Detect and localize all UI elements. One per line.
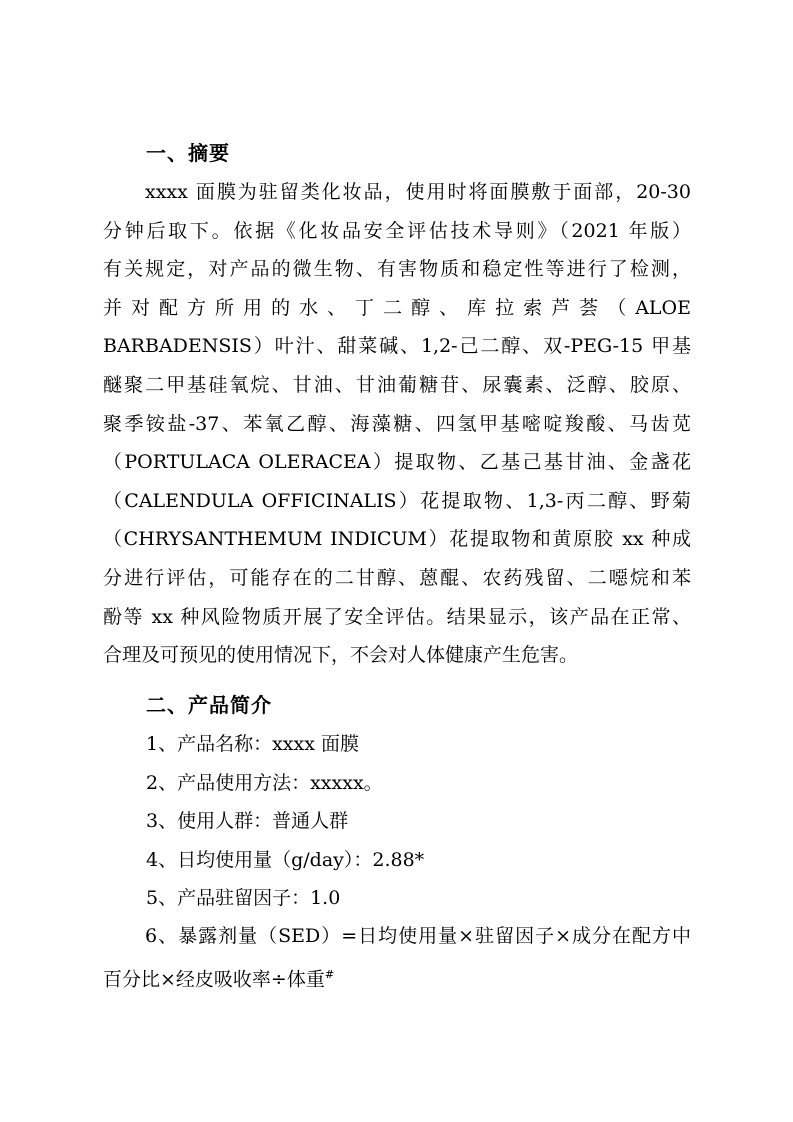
- summary-line: 分钟后取下。依据《化妆品安全评估技术导则》（2021 年版）: [103, 219, 691, 242]
- summary-line: xxxx 面膜为驻留类化妆品，使用时将面膜敷于面部，20-30: [145, 181, 691, 203]
- summary-line: （CALENDULA OFFICINALIS）花提取物、1,3-丙二醇、野菊: [103, 489, 691, 512]
- summary-line: 并 对 配 方 所 用 的 水 、 丁 二 醇 、 库 拉 索 芦 荟 （ ALOE: [103, 296, 691, 319]
- summary-line: 有关规定，对产品的微生物、有害物质和稳定性等进行了检测，: [103, 258, 691, 281]
- summary-line: 聚季铵盐-37、苯氧乙醇、海藻糖、四氢甲基嘧啶羧酸、马齿苋: [103, 412, 691, 435]
- summary-line: （PORTULACA OLERACEA）提取物、乙基己基甘油、金盏花: [103, 451, 691, 474]
- summary-line: 醚聚二甲基硅氧烷、甘油、甘油葡糖苷、尿囊素、泛醇、胶原、: [103, 373, 691, 396]
- summary-line: 酚等 xx 种风险物质开展了安全评估。结果显示，该产品在正常、: [103, 605, 691, 628]
- exposure-dose-paragraph: [103, 917, 691, 994]
- summary-line: （CHRYSANTHEMUM INDICUM）花提取物和黄原胶 xx 种成: [103, 528, 691, 551]
- summary-line: 合理及可预见的使用情况下，不会对人体健康产生危害。: [103, 644, 579, 667]
- retention-factor-item: 5、产品驻留因子：1.0: [146, 887, 341, 909]
- summary-line: 分进行评估，可能存在的二甘醇、蒽醌、农药残留、二噁烷和苯: [103, 566, 691, 589]
- summary-paragraph: [103, 173, 691, 675]
- section-heading-summary: 一、摘要: [146, 141, 230, 165]
- exposure-dose-line: [103, 956, 691, 995]
- product-name-item: 1、产品名称：xxxx 面膜: [146, 733, 359, 755]
- daily-usage-item: 4、日均使用量（g/day）：2.88*: [146, 849, 425, 871]
- exposure-dose-line: 6、暴露剂量（SED）=日均使用量×驻留因子×成分在配方中: [145, 925, 691, 947]
- footnote-mark: #: [324, 967, 335, 981]
- summary-line: BARBADENSIS）叶汁、甜菜碱、1,2-己二醇、双-PEG-15 甲基: [103, 335, 691, 358]
- section-heading-product-intro: 二、产品简介: [146, 693, 272, 717]
- target-users-item: 3、使用人群：普通人群: [146, 810, 349, 832]
- usage-method-item: 2、产品使用方法：xxxxx。: [146, 772, 383, 794]
- exposure-dose-text: 百分比×经皮吸收率÷体重: [103, 967, 325, 990]
